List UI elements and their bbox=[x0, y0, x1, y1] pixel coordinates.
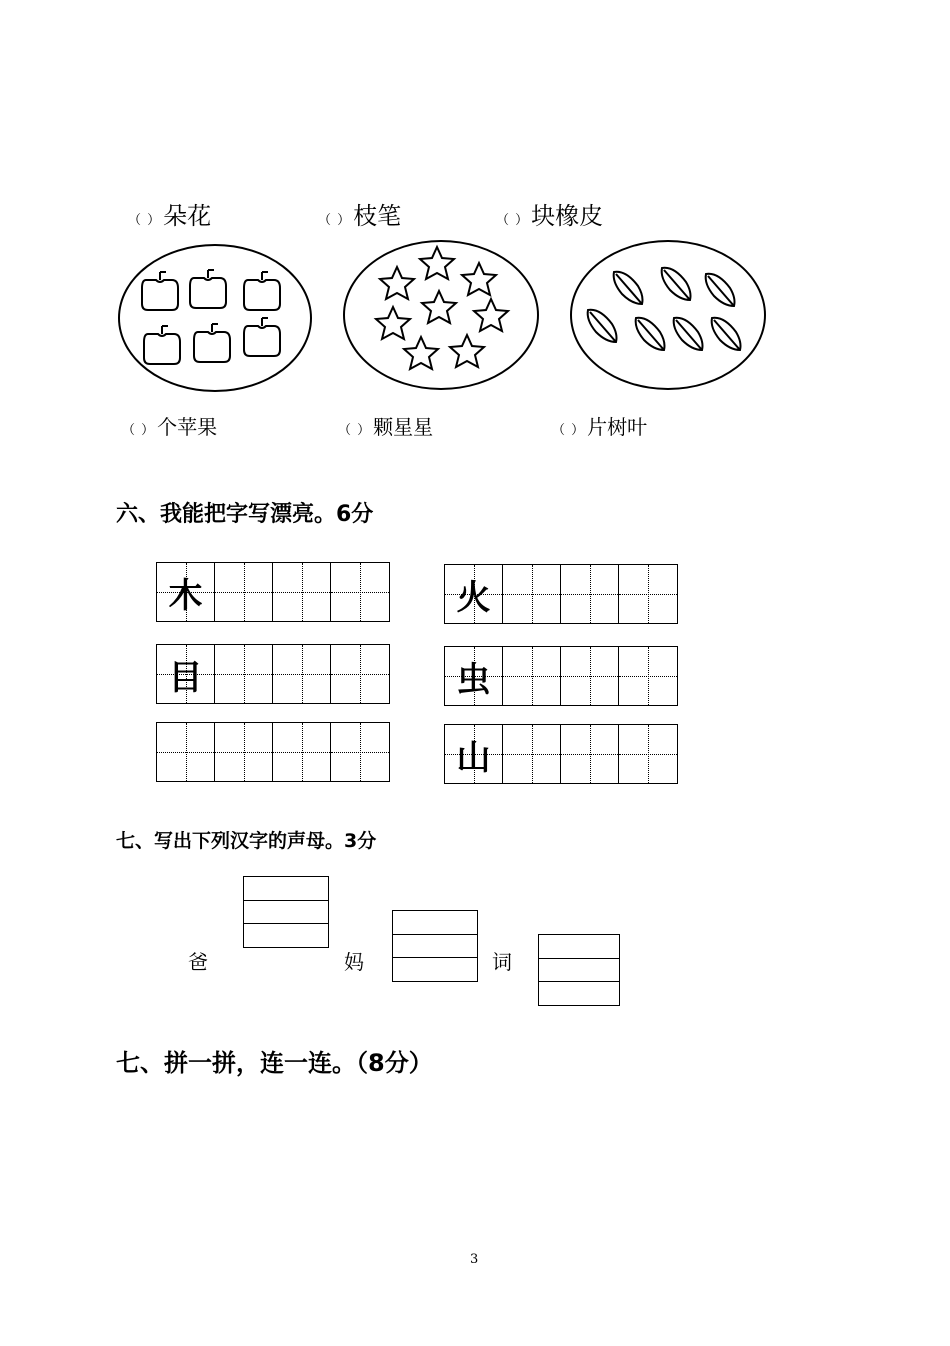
apple-icon bbox=[142, 272, 178, 310]
star-icon bbox=[376, 307, 410, 339]
star-icon bbox=[422, 291, 456, 323]
star-icon bbox=[474, 299, 508, 331]
char-ba: 爸 bbox=[188, 950, 208, 974]
pinyin-lines[interactable] bbox=[538, 934, 620, 1006]
grid-cell[interactable] bbox=[503, 647, 561, 705]
blank-leaves: （ ） 片树叶 bbox=[552, 415, 648, 439]
writing-grid-row[interactable] bbox=[156, 562, 390, 622]
grid-cell[interactable] bbox=[561, 647, 619, 705]
apple-icons bbox=[120, 246, 310, 390]
grid-cell[interactable] bbox=[619, 565, 677, 623]
section6-title: 六、我能把字写漂亮。6分 bbox=[116, 502, 374, 527]
grid-cell[interactable] bbox=[215, 645, 273, 703]
star-icon bbox=[462, 263, 496, 295]
pinyin-lines[interactable] bbox=[392, 910, 478, 982]
grid-cell[interactable]: 木 bbox=[157, 563, 215, 621]
blank-apples: （ ） 个苹果 bbox=[122, 415, 218, 439]
grid-cell[interactable] bbox=[273, 645, 331, 703]
star-icon bbox=[380, 267, 414, 299]
grid-cell[interactable] bbox=[619, 725, 677, 783]
grid-cell[interactable] bbox=[561, 725, 619, 783]
blank-pens: （ ）枝笔 bbox=[318, 202, 402, 230]
star-icon bbox=[420, 247, 454, 279]
apple-icon bbox=[194, 324, 230, 362]
grid-cell[interactable]: 火 bbox=[445, 565, 503, 623]
grid-cell[interactable]: 山 bbox=[445, 725, 503, 783]
leaf-icon bbox=[706, 274, 735, 306]
grid-cell[interactable] bbox=[331, 563, 389, 621]
grid-cell[interactable] bbox=[561, 565, 619, 623]
grid-cell[interactable] bbox=[273, 563, 331, 621]
blank-flowers: （ ）朵花 bbox=[128, 202, 212, 230]
leaf-icon bbox=[662, 268, 691, 300]
writing-grid-row[interactable] bbox=[156, 722, 390, 782]
char-ci: 词 bbox=[492, 950, 512, 974]
apple-icon bbox=[190, 270, 226, 308]
leaves-oval bbox=[570, 240, 766, 390]
pinyin-lines[interactable] bbox=[243, 876, 329, 948]
apple-icon bbox=[244, 318, 280, 356]
apple-icon bbox=[144, 326, 180, 364]
writing-grid-row[interactable] bbox=[444, 724, 678, 784]
grid-cell[interactable] bbox=[273, 723, 331, 781]
page-number: 3 bbox=[470, 1252, 479, 1267]
grid-cell[interactable] bbox=[331, 723, 389, 781]
section7a-title: 七、写出下列汉字的声母。3分 bbox=[116, 830, 377, 852]
leaf-icon bbox=[588, 310, 617, 342]
blank-erasers: （ ）块橡皮 bbox=[496, 202, 604, 230]
writing-grid-row[interactable] bbox=[444, 564, 678, 624]
grid-cell[interactable] bbox=[215, 723, 273, 781]
grid-cell[interactable]: 目 bbox=[157, 645, 215, 703]
star-icon bbox=[450, 335, 484, 367]
star-icons bbox=[345, 242, 537, 388]
grid-cell[interactable] bbox=[157, 723, 215, 781]
writing-grid-row[interactable] bbox=[444, 646, 678, 706]
leaf-icon bbox=[636, 318, 665, 350]
writing-grid-row[interactable] bbox=[156, 644, 390, 704]
leaf-icon bbox=[614, 272, 643, 304]
grid-cell[interactable] bbox=[503, 565, 561, 623]
char-ma: 妈 bbox=[344, 950, 364, 974]
apples-oval bbox=[118, 244, 312, 392]
grid-cell[interactable] bbox=[331, 645, 389, 703]
blank-stars: （ ） 颗星星 bbox=[338, 415, 434, 439]
grid-cell[interactable] bbox=[215, 563, 273, 621]
section7b-title: 七、拼一拼，连一连。（8分） bbox=[116, 1049, 433, 1077]
grid-cell[interactable] bbox=[619, 647, 677, 705]
leaf-icons bbox=[572, 242, 764, 388]
leaf-icon bbox=[674, 318, 703, 350]
apple-icon bbox=[244, 272, 280, 310]
leaf-icon bbox=[712, 318, 741, 350]
stars-oval bbox=[343, 240, 539, 390]
grid-cell[interactable]: 虫 bbox=[445, 647, 503, 705]
star-icon bbox=[404, 337, 438, 369]
grid-cell[interactable] bbox=[503, 725, 561, 783]
